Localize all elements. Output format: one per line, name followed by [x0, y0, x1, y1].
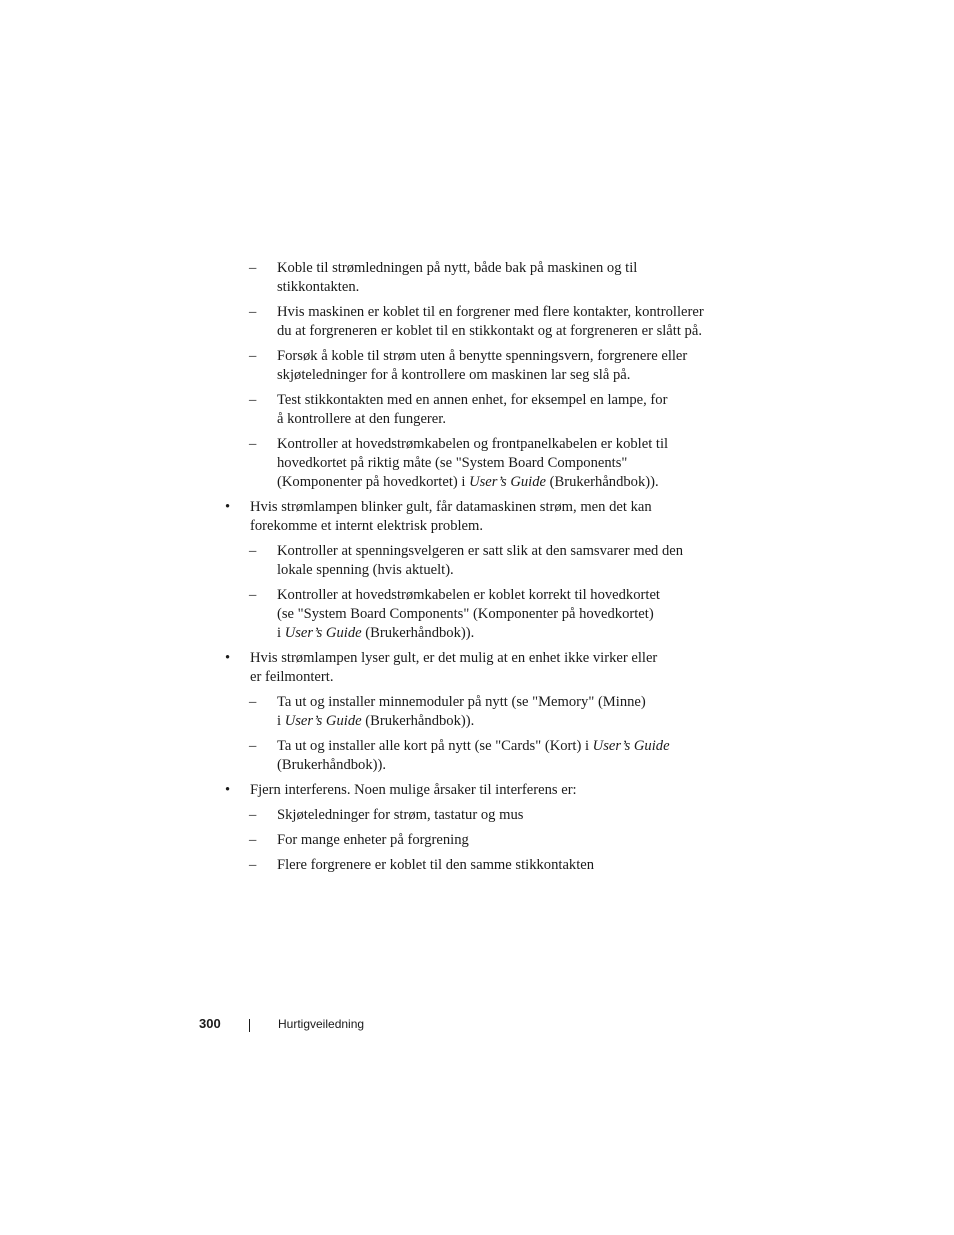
line-text: Kontroller at hovedstrømkabelen er koblet korrekt til hovedkortet [277, 587, 660, 603]
text-line [277, 410, 724, 429]
dash-marker: – [249, 304, 257, 320]
body-text [224, 259, 724, 881]
text-line [277, 693, 724, 712]
text-line [250, 668, 724, 687]
bullet-item [224, 498, 724, 536]
line-text: (Brukerhåndbok)). [277, 757, 387, 773]
guide-title: User’s Guide [284, 713, 362, 729]
text-line [277, 322, 724, 341]
guide-title: User’s Guide [592, 738, 670, 754]
guide-title: User’s Guide [284, 625, 362, 641]
bullet-marker: • [225, 782, 231, 798]
line-text: i [277, 713, 285, 729]
item-text [277, 303, 724, 341]
line-text: er feilmontert. [250, 669, 334, 685]
line-text: Hvis strømlampen lyser gult, er det mulig at en enhet ikke virker eller [250, 650, 658, 666]
bullet-item [224, 649, 724, 687]
line-text: Hvis maskinen er koblet til en forgrener med flere kontakter, kontrollerer [277, 304, 704, 320]
text-line [277, 278, 724, 297]
bullet-marker: • [225, 650, 231, 666]
text-line [277, 856, 724, 875]
text-line [277, 473, 724, 492]
line-text: Ta ut og installer alle kort på nytt (se "Cards" (Kort) i [277, 738, 593, 754]
line-text: Fjern interferens. Noen mulige årsaker til interferens er: [250, 782, 577, 798]
text-line [277, 586, 724, 605]
line-text: Flere forgrenere er koblet til den samme stikkontakten [277, 857, 595, 873]
item-text [277, 806, 724, 825]
text-line [277, 712, 724, 731]
dash-marker: – [249, 260, 257, 276]
item-text [277, 347, 724, 385]
line-text: stikkontakten. [277, 279, 360, 295]
item-text [277, 693, 724, 731]
item-text [250, 781, 724, 800]
dash-item [224, 856, 724, 875]
item-text [277, 856, 724, 875]
text-line [277, 542, 724, 561]
line-text: skjøteledninger for å kontrollere om maskinen lar seg slå på. [277, 367, 631, 383]
line-text: (se "System Board Components" (Komponenter på hovedkortet) [277, 606, 654, 622]
line-text: (Komponenter på hovedkortet) i [277, 474, 470, 490]
footer-title: Hurtigveiledning [278, 1017, 365, 1031]
line-text: du at forgreneren er koblet til en stikkontakt og at forgreneren er slått på. [277, 323, 702, 339]
dash-item [224, 391, 724, 429]
line-text: forekomme et internt elektrisk problem. [250, 518, 484, 534]
dash-marker: – [249, 348, 257, 364]
item-text [277, 586, 724, 643]
item-text [277, 259, 724, 297]
line-text: Forsøk å koble til strøm uten å benytte spenningsvern, forgrenere eller [277, 348, 688, 364]
item-text [277, 391, 724, 429]
text-line [277, 737, 724, 756]
line-text: hovedkortet på riktig måte (se "System Board Components" [277, 455, 628, 471]
line-text: i [277, 625, 285, 641]
line-text: Hvis strømlampen blinker gult, får datamaskinen strøm, men det kan [250, 499, 652, 515]
dash-item [224, 806, 724, 825]
text-line [277, 605, 724, 624]
dash-marker: – [249, 436, 257, 452]
text-line [277, 347, 724, 366]
text-line [250, 517, 724, 536]
dash-item [224, 542, 724, 580]
bullet-item [224, 781, 724, 800]
dash-marker: – [249, 392, 257, 408]
line-text: Koble til strømledningen på nytt, både bak på maskinen og til [277, 260, 638, 276]
line-text: lokale spenning (hvis aktuelt). [277, 562, 454, 578]
text-line [277, 303, 724, 322]
line-text-after: (Brukerhåndbok)). [361, 713, 475, 729]
text-line [250, 498, 724, 517]
page-number: 300 [199, 1016, 221, 1031]
guide-title: User’s Guide [469, 474, 546, 490]
text-line [277, 806, 724, 825]
item-text [277, 831, 724, 850]
dash-marker: – [249, 543, 257, 559]
dash-marker: – [249, 807, 257, 823]
line-text-after: (Brukerhåndbok)). [545, 474, 659, 490]
item-text [277, 737, 724, 775]
dash-marker: – [249, 832, 257, 848]
dash-item [224, 259, 724, 297]
dash-item [224, 586, 724, 643]
text-line [250, 649, 724, 668]
page-footer [0, 1014, 954, 1036]
line-text: å kontrollere at den fungerer. [277, 411, 446, 427]
dash-item [224, 693, 724, 731]
line-text: Kontroller at spenningsvelgeren er satt slik at den samsvarer med den [277, 543, 684, 559]
dash-marker: – [249, 857, 257, 873]
dash-marker: – [249, 694, 257, 710]
footer-divider [249, 1019, 250, 1032]
dash-item [224, 831, 724, 850]
line-text: Skjøteledninger for strøm, tastatur og mus [277, 807, 524, 823]
bullet-marker: • [225, 499, 231, 515]
dash-marker: – [249, 587, 257, 603]
line-text: Kontroller at hovedstrømkabelen og frontpanelkabelen er koblet til [277, 436, 669, 452]
dash-item [224, 303, 724, 341]
line-text-after: (Brukerhåndbok)). [361, 625, 475, 641]
line-text: Ta ut og installer minnemoduler på nytt (se "Memory" (Minne) [277, 694, 646, 710]
item-text [277, 435, 724, 492]
line-text: Test stikkontakten med en annen enhet, for eksempel en lampe, for [277, 392, 668, 408]
item-text [250, 498, 724, 536]
text-line [277, 391, 724, 410]
text-line [277, 756, 724, 775]
text-line [277, 454, 724, 473]
item-text [277, 542, 724, 580]
dash-item [224, 347, 724, 385]
text-line [277, 624, 724, 643]
line-text: For mange enheter på forgrening [277, 832, 469, 848]
text-line [277, 561, 724, 580]
dash-marker: – [249, 738, 257, 754]
text-line [250, 781, 724, 800]
dash-item [224, 435, 724, 492]
dash-item [224, 737, 724, 775]
item-text [250, 649, 724, 687]
text-line [277, 435, 724, 454]
text-line [277, 366, 724, 385]
text-line [277, 831, 724, 850]
text-line [277, 259, 724, 278]
